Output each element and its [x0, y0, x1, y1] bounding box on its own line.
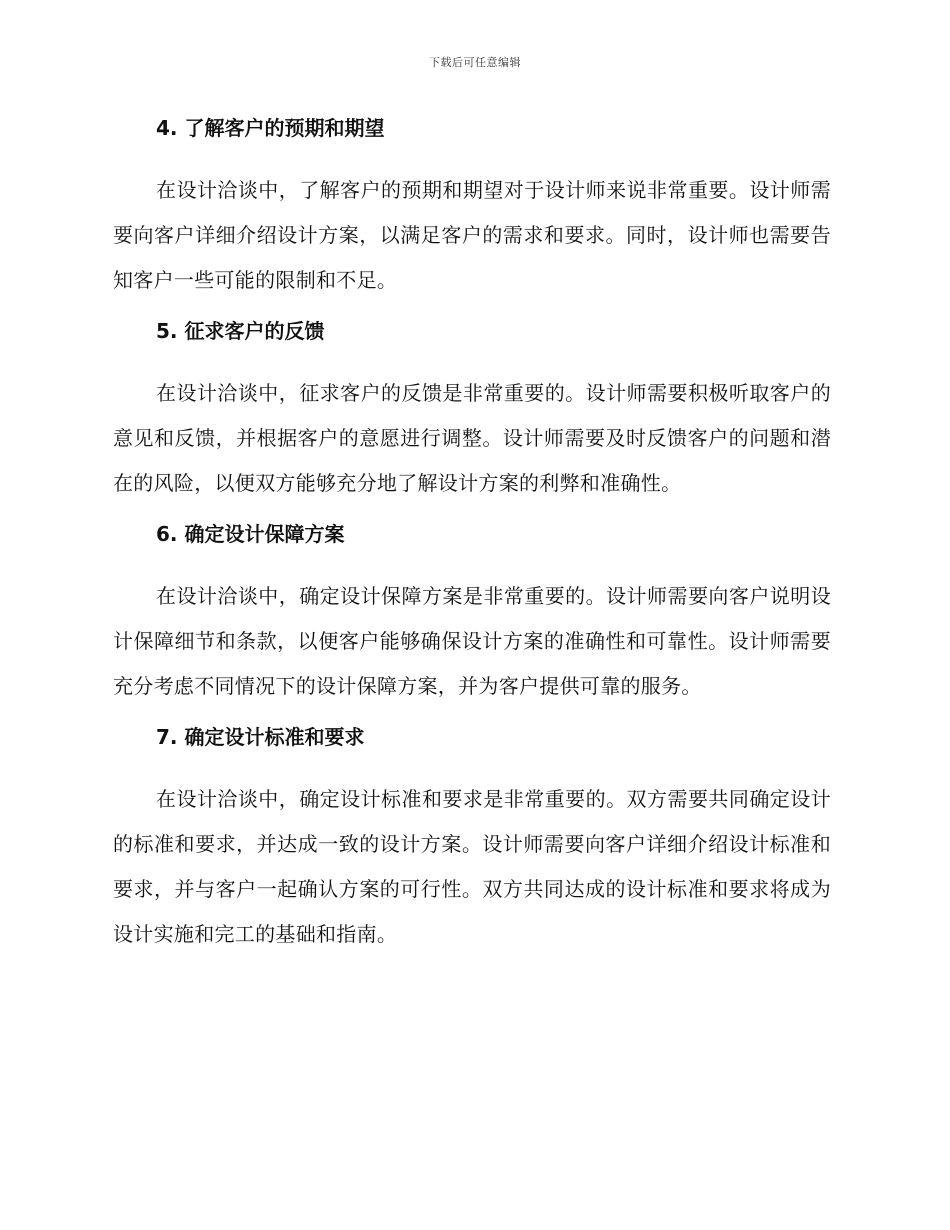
section-paragraph-7: 在设计洽谈中，确定设计标准和要求是非常重要的。双方需要共同确定设计的标准和要求，并达成一致的设计方案。设计师需要向客户详细介绍设计标准和要求，并与客户一起确认方案的可行性。双方共同达成的设计标准和要求将成为设计实施和完工的基础和指南。 — [113, 787, 831, 946]
header-note: 下载后可任意编辑 — [429, 56, 521, 69]
section-heading-7: 7. 确定设计标准和要求 — [156, 725, 365, 749]
section-heading-5: 5. 征求客户的反馈 — [156, 319, 325, 343]
section-heading-4: 4. 了解客户的预期和期望 — [156, 116, 385, 140]
document-body — [113, 112, 831, 969]
section-paragraph-5: 在设计洽谈中，征求客户的反馈是非常重要的。设计师需要积极听取客户的意见和反馈，并根据客户的意愿进行调整。设计师需要及时反馈客户的问题和潜在的风险，以便双方能够充分地了解设计方案的利弊和准确性。 — [113, 381, 831, 495]
section-heading-6: 6. 确定设计保障方案 — [156, 522, 345, 546]
section-paragraph-4: 在设计洽谈中，了解客户的预期和期望对于设计师来说非常重要。设计师需要向客户详细介绍设计方案，以满足客户的需求和要求。同时，设计师也需要告知客户一些可能的限制和不足。 — [113, 178, 831, 292]
section-paragraph-6: 在设计洽谈中，确定设计保障方案是非常重要的。设计师需要向客户说明设计保障细节和条款，以便客户能够确保设计方案的准确性和可靠性。设计师需要充分考虑不同情况下的设计保障方案，并为客户提供可靠的服务。 — [113, 584, 831, 698]
